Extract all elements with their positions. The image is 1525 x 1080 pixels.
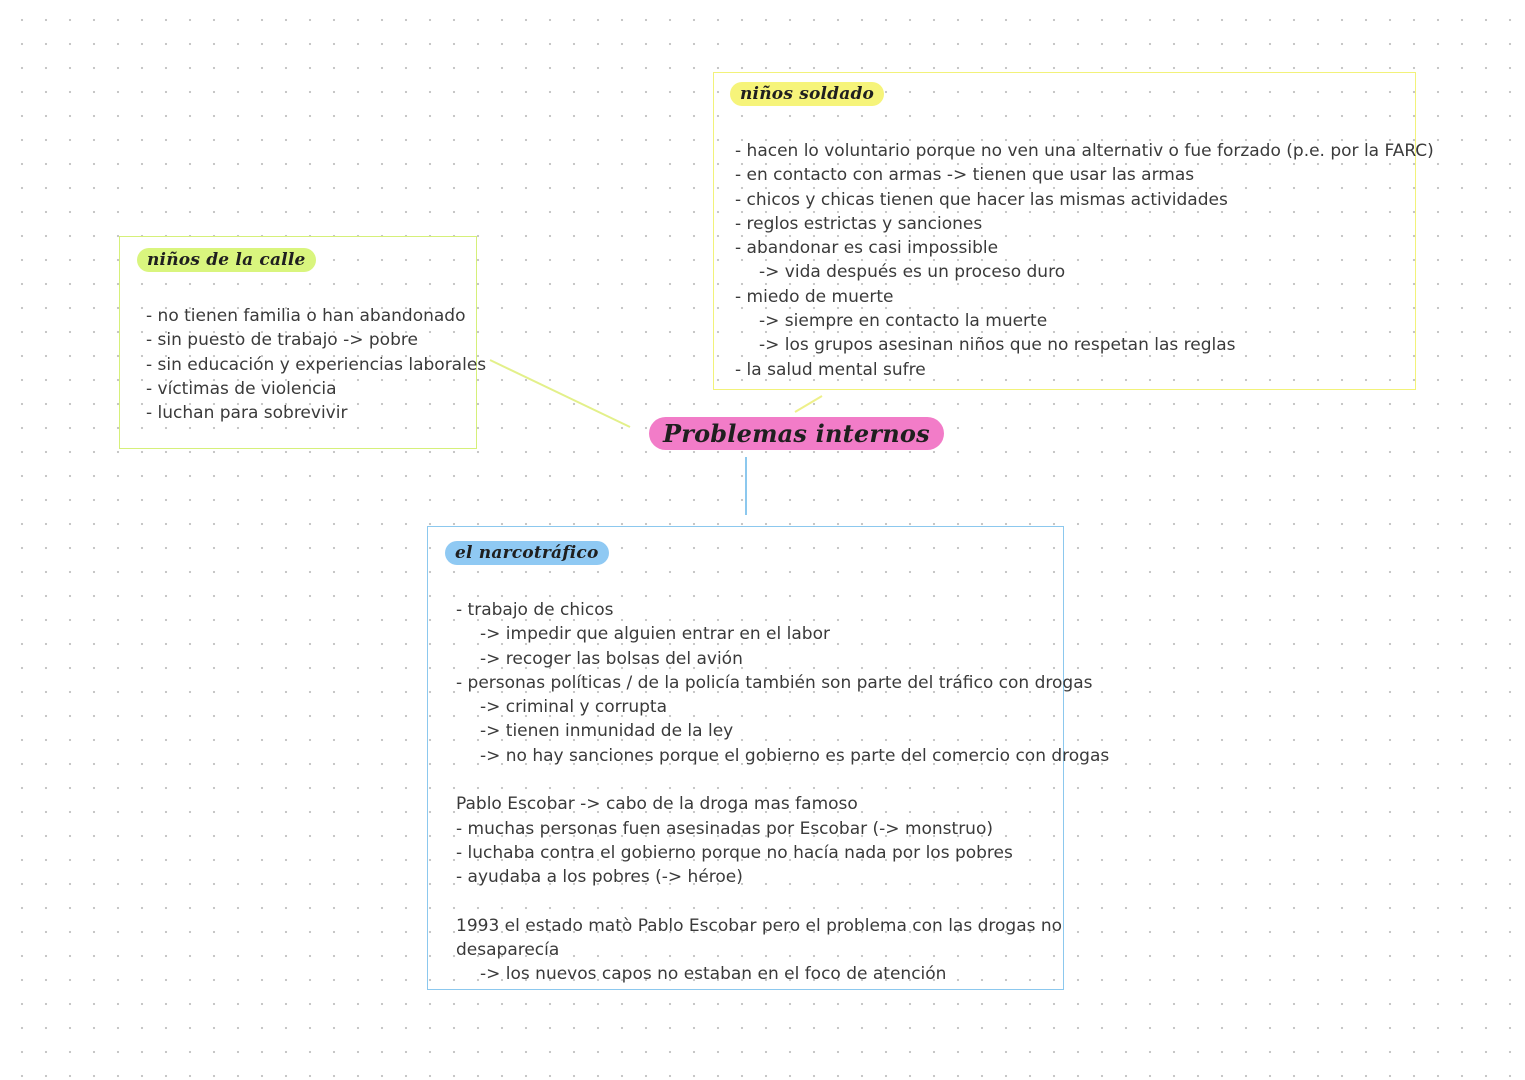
spacer	[456, 768, 1109, 792]
list-item: -> impedir que alguien entrar en el labor	[480, 624, 830, 645]
connector-center-to-ninos-soldado	[795, 396, 822, 412]
list-item: - miedo de muerte	[735, 286, 894, 307]
list-item: - luchan para sobrevivir	[146, 403, 348, 424]
list-item: - muchas personas fuen asesinadas por Escobar (-> monstruo)	[456, 818, 993, 839]
list-item: -> recoger las bolsas del avión	[480, 648, 743, 669]
list-item: - la salud mental sufre	[735, 359, 926, 380]
ninos-soldado-heading: niños soldado	[730, 82, 884, 106]
list-item: -> los grupos asesinan niños que no respetan las reglas	[759, 335, 1236, 356]
list-item: -> no hay sanciones porque el gobierno es parte del comercio con drogas	[480, 745, 1110, 766]
list-item: -> los nuevos capos no estaban en el foco de atención	[480, 964, 947, 985]
ninos-soldado-list	[735, 139, 1434, 382]
list-item: - trabajo de chicos	[456, 600, 614, 620]
list-item: - chicos y chicas tienen que hacer las mismas actividades	[735, 189, 1228, 210]
list-item: - personas políticas / de la policía también son parte del tráfico con drogas	[456, 672, 1093, 693]
list-item: - sin puesto de trabajo -> pobre	[146, 330, 418, 351]
list-item: 1993 el estado matò Pablo Escobar pero el problema con las drogas no	[456, 915, 1063, 936]
list-item: -> siempre en contacto la muerte	[759, 311, 1048, 332]
list-item: - víctimas de violencia	[146, 378, 337, 399]
list-item: - abandonar es casi impossible	[735, 238, 999, 259]
list-item: -> tienen inmunidad de la ley	[480, 721, 734, 742]
narcotrafico-list	[456, 598, 1109, 987]
ninos-calle-heading: niños de la calle	[137, 248, 316, 272]
list-item: - ayudaba a los pobres (-> héroe)	[456, 867, 743, 888]
connector-center-to-ninos-calle	[490, 360, 630, 427]
center-title: Problemas internos	[649, 417, 944, 450]
list-item: Pablo Escobar -> cabo de la droga mas famoso	[456, 794, 858, 815]
list-item: - sin educación y experiencias laborales	[146, 354, 487, 375]
list-item: -> vida después es un proceso duro	[759, 262, 1066, 283]
list-item: - luchaba contra el gobierno porque no hacía nada por los pobres	[456, 842, 1013, 863]
list-item: - en contacto con armas -> tienen que usar las armas	[735, 165, 1195, 186]
list-item: - no tienen familia o han abandonado	[146, 306, 466, 326]
list-item: -> criminal y corrupta	[480, 697, 667, 718]
list-item: desaparecía	[456, 940, 560, 961]
list-item: - reglos estrictas y sanciones	[735, 213, 983, 234]
list-item: - hacen lo voluntario porque no ven una alternativ o fue forzado (p.e. por la FARC)	[735, 141, 1434, 161]
spacer	[456, 890, 1109, 914]
narcotrafico-heading: el narcotráfico	[445, 541, 609, 565]
ninos-calle-list	[146, 304, 486, 425]
